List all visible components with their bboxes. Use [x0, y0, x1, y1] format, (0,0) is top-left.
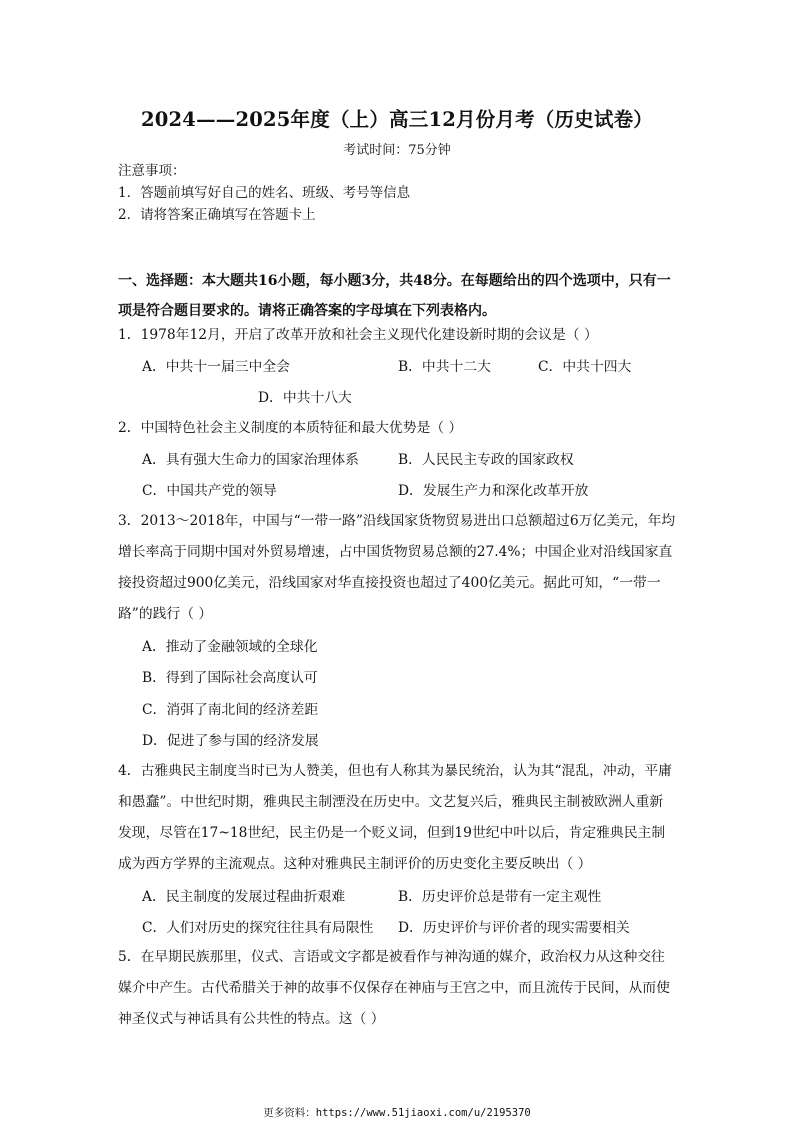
question-line: 神圣仪式与神话具有公共性的特点。这（ ）	[118, 1011, 385, 1027]
section-heading-line: 一、选择题：本大题共16小题，每小题3分，共48分。在每题给出的四个选项中，只有一	[118, 273, 671, 289]
question-line: 4．古雅典民主制度当时已为人赞美，但也有人称其为暴民统治，认为其“混乱，冲动，平庸	[118, 763, 672, 779]
question-4-option-d: D．历史评价与评价者的现实需要相关	[398, 920, 630, 936]
question-3-option-a: A．推动了金融领域的全球化	[142, 639, 318, 655]
question-4-option-c: C．人们对历史的探究往往具有局限性	[142, 920, 374, 936]
note-item: 1．答题前填写好自己的姓名、班级、考号等信息	[118, 185, 411, 201]
question-5-stem	[118, 942, 680, 1035]
question-1-option-b: B．中共十二大	[398, 359, 491, 375]
question-1-option-a: A．中共十一届三中全会	[142, 359, 290, 375]
exam-time: 考试时间：75分钟	[343, 143, 451, 158]
question-2-option-d: D．发展生产力和深化改革开放	[398, 483, 589, 499]
question-3-option-c: C．消弭了南北间的经济差距	[142, 702, 319, 718]
note-item: 2．请将答案正确填写在答题卡上	[118, 207, 316, 223]
question-line: 1．1978年12月，开启了改革开放和社会主义现代化建设新时期的会议是（ ）	[118, 327, 598, 343]
question-line: 接投资超过900亿美元，沿线国家对华直接投资也超过了400亿美元。据此可知，“一带一	[118, 575, 661, 591]
footer-source: 更多资料：https://www.51jiaoxi.com/u/2195370	[263, 1107, 531, 1119]
question-4-option-a: A．民主制度的发展过程曲折艰难	[142, 889, 346, 905]
exam-title: 2024——2025年度（上）高三12月份月考（历史试卷）	[141, 108, 653, 131]
question-4-stem	[118, 756, 680, 880]
notes-block	[118, 160, 410, 226]
question-2-stem	[118, 413, 680, 444]
question-2-option-c: C．中国共产党的领导	[142, 483, 277, 499]
question-1-option-c: C．中共十四大	[538, 359, 632, 375]
question-line: 发现，尽管在17~18世纪，民主仍是一个贬义词，但到19世纪中叶以后，肯定雅典民主制	[118, 825, 666, 841]
question-line: 2．中国特色社会主义制度的本质特征和最大优势是（ ）	[118, 420, 463, 436]
question-line: 3．2013～2018年，中国与“一带一路”沿线国家货物贸易进出口总额超过6万亿美元，年均	[118, 513, 676, 529]
question-line: 路”的践行（ ）	[118, 606, 213, 622]
question-line: 增长率高于同期中国对外贸易增速，占中国货物贸易总额的27.4%；中国企业对沿线国家直	[118, 544, 673, 560]
question-1-stem	[118, 320, 680, 351]
question-line: 5．在早期民族那里，仪式、言语或文字都是被看作与神沟通的媒介，政治权力从这种交往	[118, 949, 665, 965]
question-4-option-b: B．历史评价总是带有一定主观性	[398, 889, 602, 905]
question-1-option-d: D．中共十八大	[258, 390, 352, 406]
notes-heading: 注意事项：	[118, 163, 186, 179]
question-3-option-d: D．促进了参与国的经济发展	[142, 733, 319, 749]
section-heading-line: 项是符合题目要求的。请将正确答案的字母填在下列表格内。	[118, 303, 496, 319]
question-line: 成为西方学界的主流观点。这种对雅典民主制评价的历史变化主要反映出（ ）	[118, 856, 592, 872]
section-heading	[118, 266, 678, 326]
question-2-option-b: B．人民民主专政的国家政权	[398, 452, 574, 468]
question-3-stem	[118, 506, 680, 630]
question-3-option-b: B．得到了国际社会高度认可	[142, 670, 318, 686]
question-2-option-a: A．具有强大生命力的国家治理体系	[142, 452, 359, 468]
question-line: 媒介中产生。古代希腊关于神的故事不仅保存在神庙与王宫之中，而且流传于民间，从而使	[118, 980, 670, 996]
question-line: 和愚蠢”。中世纪时期，雅典民主制湮没在历史中。文艺复兴后，雅典民主制被欧洲人重新	[118, 794, 664, 810]
